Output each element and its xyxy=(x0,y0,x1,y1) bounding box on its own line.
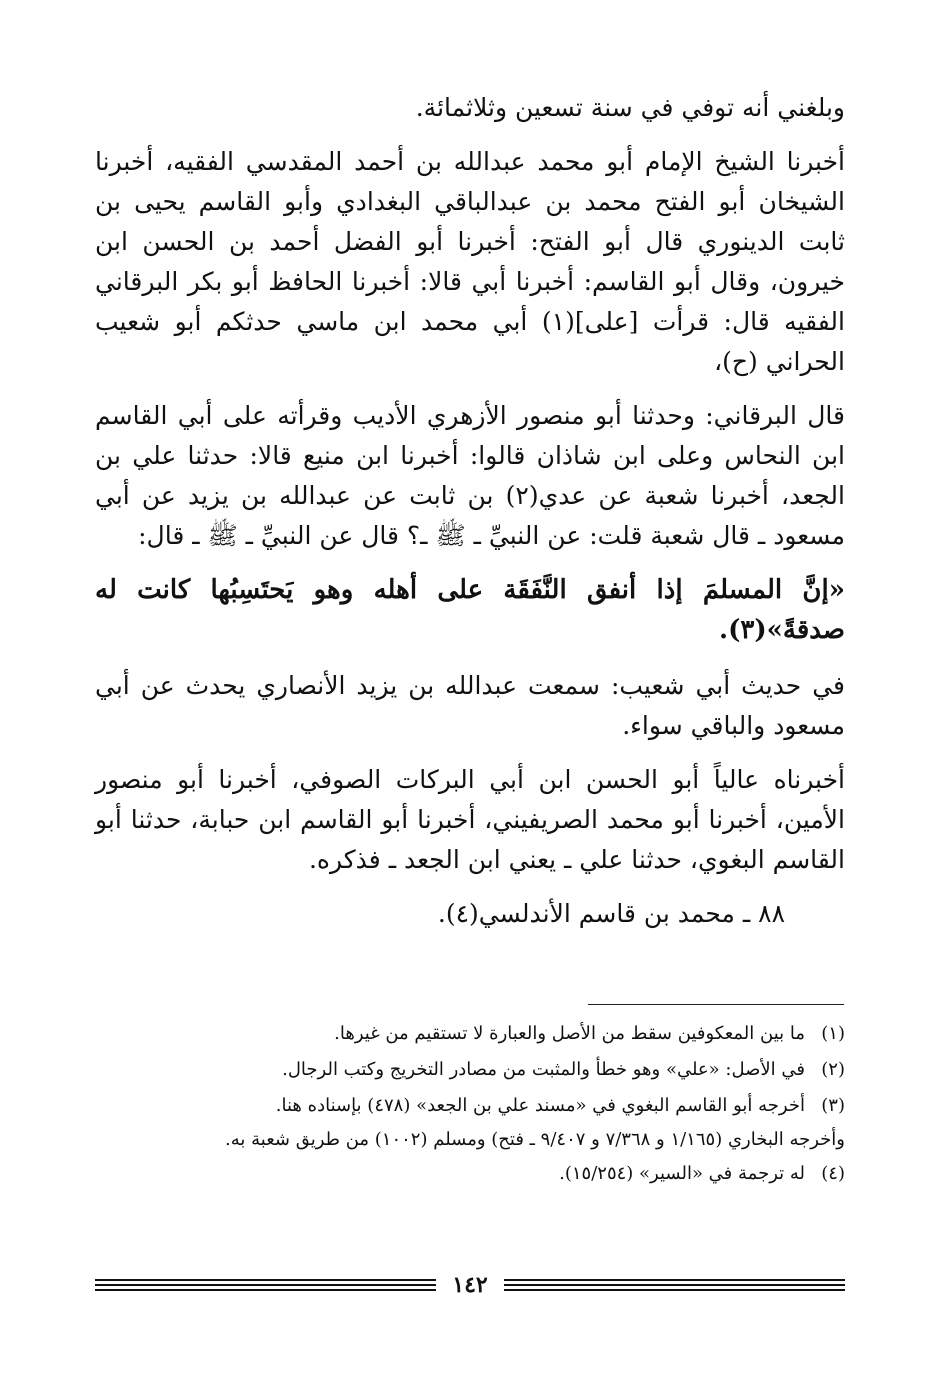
footnote-text: له ترجمة في «السير» (١٥/٢٥٤). xyxy=(559,1163,805,1184)
page-footer xyxy=(95,1270,845,1300)
footnote-text: في الأصل: «علي» وهو خطأ والمثبت من مصادر التخريج وكتب الرجال. xyxy=(282,1059,805,1080)
footnote-number: (١) xyxy=(821,1023,845,1044)
hadith-text: «إنَّ المسلمَ إذا أنفق النَّفَقَة على أهله وهو يَحتَسِبُها كانت له صدقةً»(٣). xyxy=(95,575,845,645)
paragraph-abu-shuayb: في حديث أبي شعيب: سمعت عبدالله بن يزيد الأنصاري يحدث عن أبي مسعود والباقي سواء. xyxy=(95,671,845,740)
page-body xyxy=(95,88,845,934)
footnotes xyxy=(95,1016,845,1192)
paragraph-higher-chain: أخبرناه عالياً أبو الحسن ابن أبي البركات الصوفي، أخبرنا أبو منصور الأمين، أخبرنا أبو محمد الصريفيني، أخبرنا أبو القاسم ابن حبابة، حدثنا أبو القاسم البغوي، حدثنا علي ـ يعني ابن الجعد ـ فذكره. xyxy=(95,765,845,874)
footnote-3 xyxy=(95,1088,845,1124)
footnote-number: (٣) xyxy=(821,1095,845,1116)
footnote-text: ما بين المعكوفين سقط من الأصل والعبارة لا تستقيم من غيرها. xyxy=(334,1023,805,1044)
footnote-3-continuation xyxy=(95,1124,845,1156)
paragraph-death-note: وبلغني أنه توفي في سنة تسعين وثلاثمائة. xyxy=(415,93,845,122)
page-number: ١٤٢ xyxy=(452,1272,488,1298)
footnote-text: أخرجه أبو القاسم البغوي في «مسند علي بن الجعد» (٤٧٨) بإسناده هنا. xyxy=(275,1095,805,1116)
footnote-text: وأخرجه البخاري (١/١٦٥ و ٧/٣٦٨ و ٩/٤٠٧ ـ فتح) ومسلم (١٠٠٢) من طريق شعبة به. xyxy=(225,1129,845,1150)
footnote-separator xyxy=(588,1004,844,1005)
entry-heading: ٨٨ ـ محمد بن قاسم الأندلسي(٤). xyxy=(437,899,785,928)
footnote-2 xyxy=(95,1052,845,1088)
footnote-4 xyxy=(95,1156,845,1192)
footnote-number: (٢) xyxy=(821,1059,845,1080)
footer-rule-right xyxy=(504,1279,845,1291)
paragraph-isnad-2: قال البرقاني: وحدثنا أبو منصور الأزهري الأديب وقرأته على أبي القاسم ابن النحاس وعلى ابن شاذان قالوا: أخبرنا ابن منيع قالا: حدثنا علي بن الجعد، أخبرنا شعبة عن عدي(٢) بن ثابت عن عبدالله بن يزيد عن أبي مسعود ـ قال شعبة قلت: عن النبيِّ ـ ﷺ ـ؟ قال عن النبيِّ ـ ﷺ ـ قال: xyxy=(95,401,845,550)
footer-rule-left xyxy=(95,1279,436,1291)
footnote-number: (٤) xyxy=(821,1163,845,1184)
footnote-1 xyxy=(95,1016,845,1052)
paragraph-isnad-1: أخبرنا الشيخ الإمام أبو محمد عبدالله بن أحمد المقدسي الفقيه، أخبرنا الشيخان أبو الفتح محمد بن عبدالباقي البغدادي وأبو القاسم يحيى بن ثابت الدينوري قال أبو الفتح: أخبرنا أبو الفضل أحمد بن الحسن ابن خيرون، وقال أبو القاسم: أخبرنا أبي قالا: أخبرنا الحافظ أبو بكر البرقاني الفقيه قال: قرأت [على](١) أبي محمد ابن ماسي حدثكم أبو شعيب الحراني (ح)، xyxy=(95,147,846,376)
